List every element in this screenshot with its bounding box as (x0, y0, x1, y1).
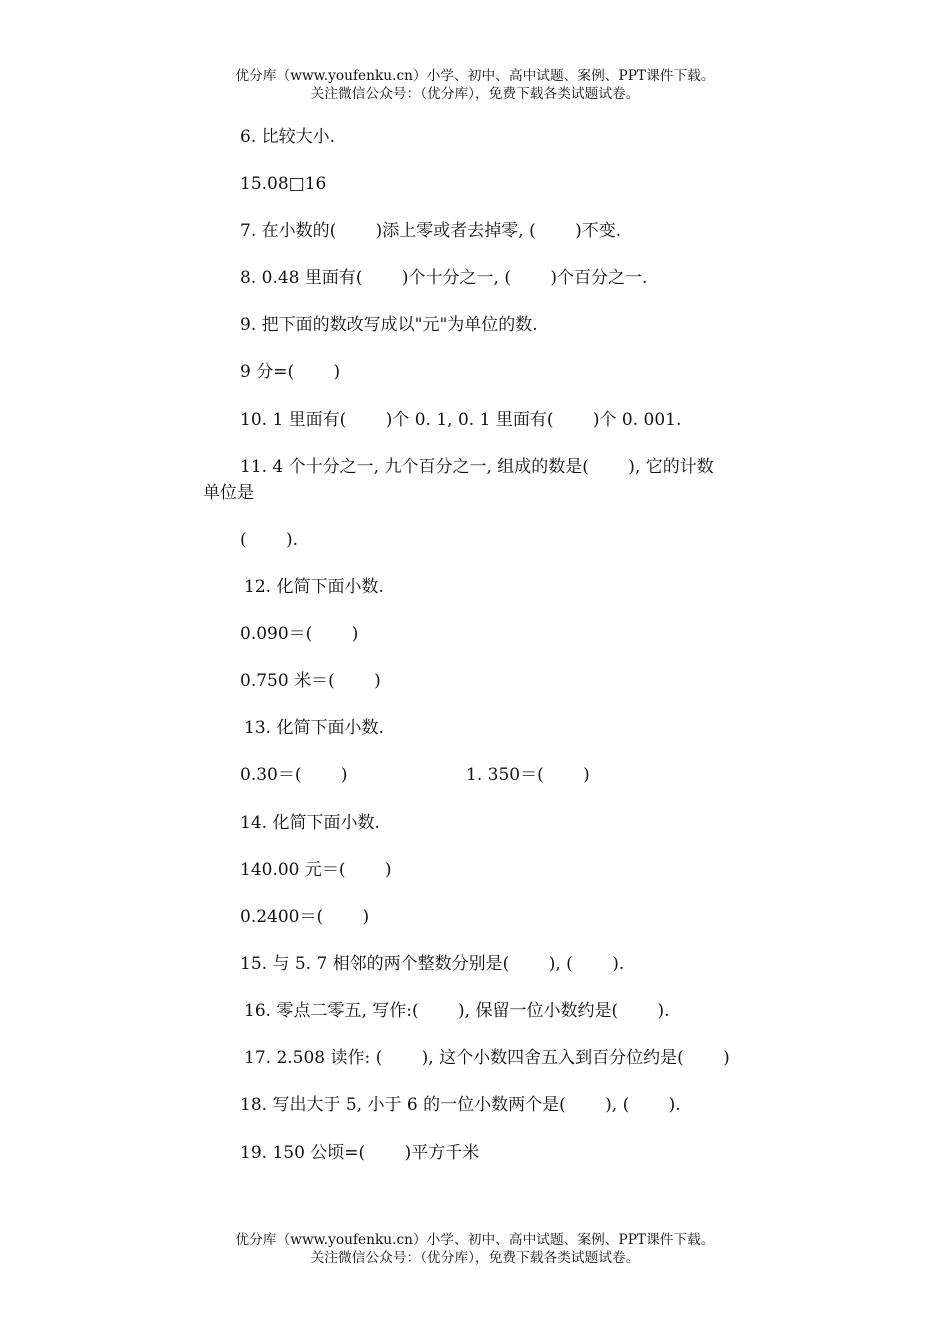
question-12-item-b: 0.750 米＝( ) (240, 671, 381, 691)
question-9-item: 9 分=( ) (240, 362, 341, 382)
question-6-item: 15.08□16 (240, 174, 327, 194)
question-6: 6. 比较大小. (240, 127, 336, 147)
question-7: 7. 在小数的( )添上零或者去掉零, ( )不变. (240, 221, 622, 241)
header-line-2: 关注微信公众号：（优分库），免费下载各类试题试卷。 (310, 86, 640, 102)
question-14-item-a: 140.00 元＝( ) (240, 860, 392, 880)
question-11-answer: ( ). (240, 530, 299, 550)
question-18: 18. 写出大于 5, 小于 6 的一位小数两个是( ), ( ). (240, 1095, 681, 1115)
question-19: 19. 150 公顷=( )平方千米 (240, 1143, 480, 1163)
question-13: 13. 化简下面小数. (244, 718, 384, 738)
question-12: 12. 化简下面小数. (244, 577, 384, 597)
question-14: 14. 化简下面小数. (240, 813, 380, 833)
question-13-item-b: 1. 350＝( ) (466, 765, 590, 785)
question-15: 15. 与 5. 7 相邻的两个整数分别是( ), ( ). (240, 954, 625, 974)
question-12-item-a: 0.090＝( ) (240, 624, 359, 644)
page-footer (0, 1231, 950, 1267)
question-10: 10. 1 里面有( )个 0. 1, 0. 1 里面有( )个 0. 001. (240, 410, 682, 430)
header-line-1: 优分库（www.youfenku.cn）小学、初中、高中试题、案例、PPT课件下载。 (235, 68, 715, 84)
question-13-item-a: 0.30＝( ) (240, 765, 348, 785)
question-11-continuation: 单位是 (203, 483, 254, 503)
question-8: 8. 0.48 里面有( )个十分之一, ( )个百分之一. (240, 268, 648, 288)
question-9: 9. 把下面的数改写成以"元"为单位的数. (240, 315, 538, 335)
question-11: 11. 4 个十分之一, 九个百分之一, 组成的数是( ), 它的计数 (240, 457, 714, 477)
question-16: 16. 零点二零五, 写作:( ), 保留一位小数约是( ). (244, 1001, 670, 1021)
page-header (0, 67, 950, 103)
footer-line-1: 优分库（www.youfenku.cn）小学、初中、高中试题、案例、PPT课件下载。 (235, 1232, 715, 1248)
footer-line-2: 关注微信公众号：（优分库），免费下载各类试题试卷。 (310, 1250, 640, 1266)
question-17: 17. 2.508 读作: ( ), 这个小数四舍五入到百分位约是( ) (244, 1048, 730, 1068)
question-14-item-b: 0.2400＝( ) (240, 907, 370, 927)
